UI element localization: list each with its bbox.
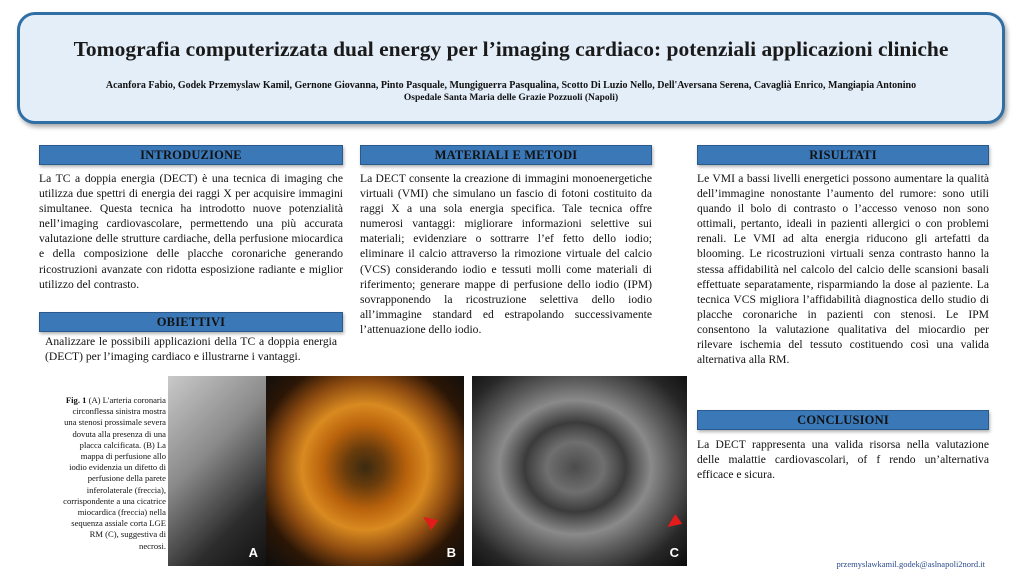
panel-label-b: B [446, 545, 456, 560]
panel-label-c: C [669, 545, 679, 560]
affiliation: Ospedale Santa Maria delle Grazie Pozzuoli (Napoli) [403, 93, 619, 103]
poster-title: Tomografia computerizzata dual energy per l’imaging cardiaco: potenziali applicazioni cliniche [73, 37, 949, 61]
section-heading-materiali: MATERIALI E METODI [360, 145, 652, 165]
section-heading-conclusioni: CONCLUSIONI [697, 410, 989, 430]
section-text-risultati: Le VMI a bassi livelli energetici possono aumentare la qualità dell’immagine nonostante l’aumento del rumore: sono utili quando il bolo di contrasto o l’accesso venoso non sono ottimali, pertanto, ideali in pazienti allergici o con problemi renali. Le VMI ad alta energia riducono gli artefatti da blooming. Le ricostruzioni virtuali senza contrasto hanno la stessa affidabilità nel calcolo del calcio delle scansioni basali effettuate separatamente, risparmiando la dose al paziente. La tecnica VCS migliora l’affidabilità diagnostica dello studio di placche coronariche in pazienti con stenosi. Le IPM consentono la valutazione qualitativa del miocardio per rilevare ischemia del tessuto costituendo così una valida alternativa alla RM. [697, 172, 989, 367]
figure-panel-b-iodine-perfusion-map [266, 376, 464, 566]
red-arrow-icon [420, 512, 438, 530]
section-heading-risultati: RISULTATI [697, 145, 989, 165]
figure-caption-label: Fig. 1 [65, 395, 87, 405]
section-text-introduzione: La TC a doppia energia (DECT) è una tecnica di imaging che utilizza due spettri di energia dei raggi X per acquisire immagini simultanee. Questa tecnica ha introdotto nuove potenzialità nell’imaging cardiovascolare, permettendo una più accurata valutazione delle strutture cardiache, della perfusione miocardica e della composizione delle placche coronariche generando ricostruzioni avanzate con ridotta esposizione radiante e miglior utilizzo del contrasto. [39, 172, 343, 291]
contact-email[interactable]: przemyslawkamil.godek@aslnapoli2nord.it [836, 559, 985, 569]
section-text-conclusioni: La DECT rappresenta una valida risorsa nella valutazione delle malattie cardiovascolari, of f rendo un’alternativa efficace e sicura. [697, 438, 989, 482]
figure-panel-c-lge-mri [472, 376, 687, 566]
red-arrow-icon [664, 514, 682, 532]
section-heading-introduzione: INTRODUZIONE [39, 145, 343, 165]
figure-caption [62, 395, 166, 552]
section-text-materiali: La DECT consente la creazione di immagini monoenergetiche virtuali (VMI) che simulano un fascio di fotoni costituito da raggi X a una sola energia specifica. Tale tecnica offre numerosi vantaggi: migliorare informazioni selettive sui materiali; evidenziare o sottrarre l’ef fetto dello iodio; eliminare il calcio attraverso la rimozione virtuale del calcio (VCS) considerando iodio e tessuti molli come materiali di riferimento; generare mappe di perfusione dello iodio (IPM) sovrapponendo la ricostruzione selettiva dello iodio all’immagine standard ed estrapolando successivamente l’attenuazione dello iodio. [360, 172, 652, 336]
poster-header [17, 12, 1005, 124]
section-text-obiettivi: Analizzare le possibili applicazioni della TC a doppia energia (DECT) per l’imaging cardiaco e illustrarne i vantaggi. [45, 335, 337, 364]
author-list: Acanfora Fabio, Godek Przemyslaw Kamil, Gernone Giovanna, Pinto Pasquale, Mungiguerra Pasqualina, Scotto Di Luzio Nello, Dell'Aversana Serena, Cavaglià Enrico, Mangiapia Antonino [105, 80, 917, 91]
section-heading-obiettivi: OBIETTIVI [39, 312, 343, 332]
figure-caption-text: (A) L'arteria coronaria circonflessa sinistra mostra una stenosi prossimale severa dovuta alla presenza di una placca calcificata. (B) La mappa di perfusione allo iodio evidenzia un difetto di perfusione della parete inferolaterale (freccia), corrispondente a una cicatrice miocardica (freccia) nella sequenza assiale corta LGE RM (C), suggestiva di necrosi. [63, 395, 166, 551]
panel-label-a: A [248, 545, 258, 560]
figure-panel-a-ct-angiography [168, 376, 266, 566]
